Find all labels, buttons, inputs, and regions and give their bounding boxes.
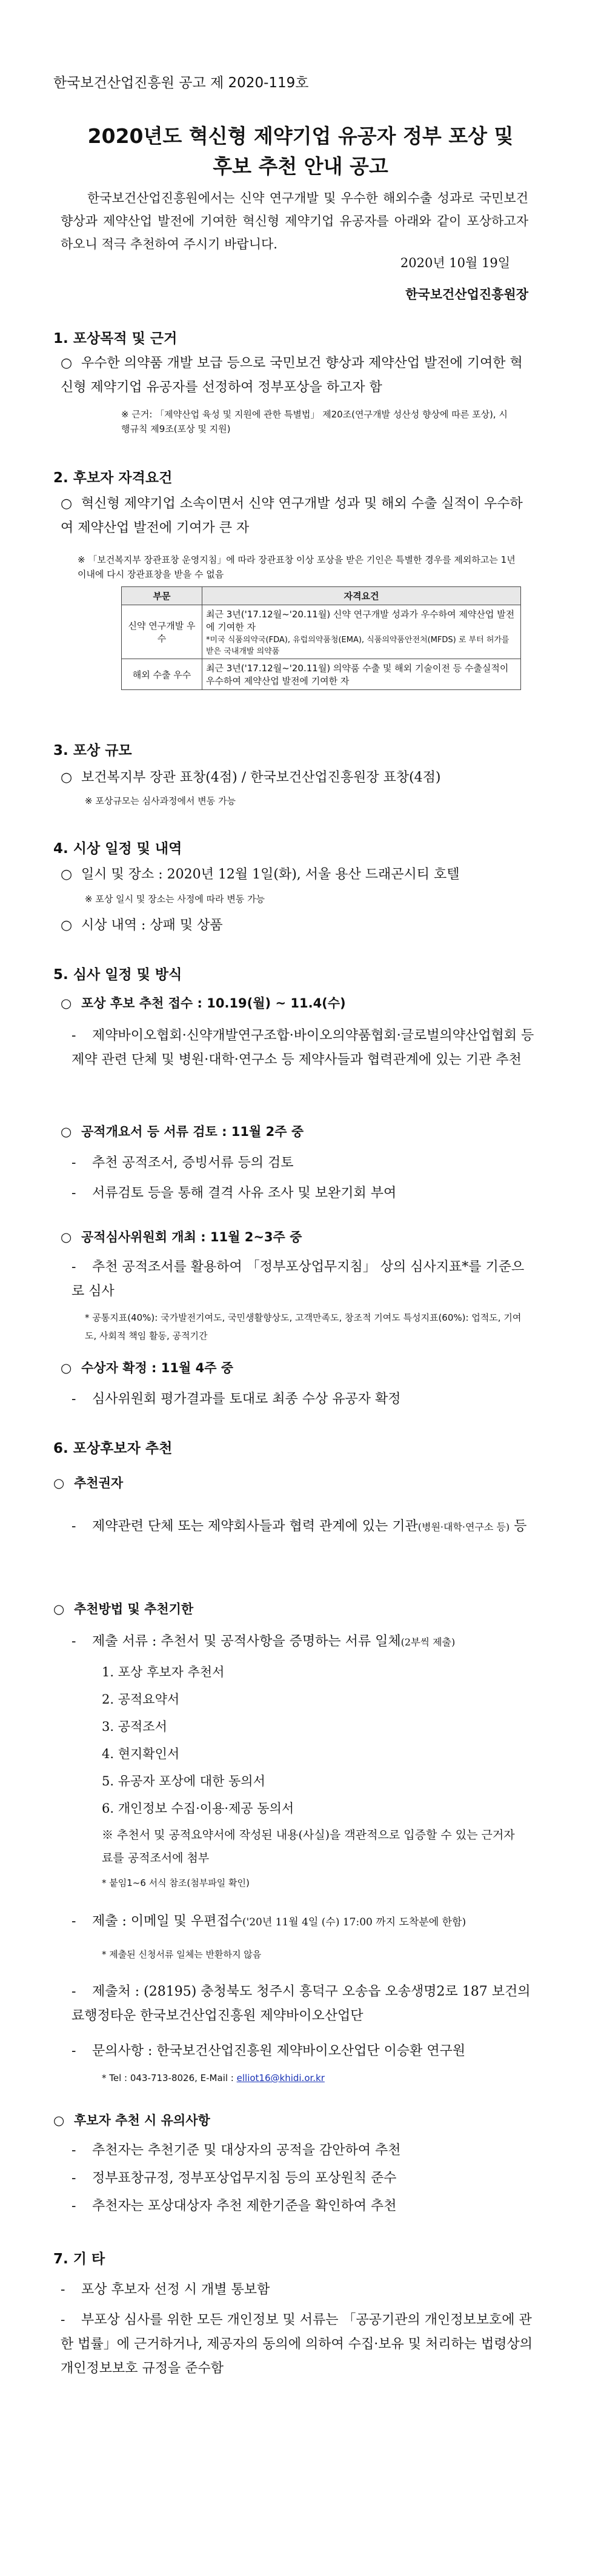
circle-bullet: ○ (61, 496, 73, 511)
dash-bullet: - (71, 1186, 76, 1201)
submit-address (71, 1980, 534, 2028)
docs-intro-text: 제출 서류 : 추천서 및 공적사항을 증명하는 서류 일체 (92, 1634, 401, 1649)
circle-bullet: ○ (61, 1230, 72, 1244)
section-6-c-item-3 (71, 2194, 397, 2219)
section-2-note: ※ 「보건복지부 장관표창 운영지침」에 따라 장관표창 이상 포상을 받은 기인은 특별한 경우를 제외하고는 1년 이내에 다시 장관표창을 받을 수 없음 (78, 554, 516, 580)
section-3-note: ※ 포상규모는 심사과정에서 변동 가능 (85, 795, 236, 806)
circle-bullet: ○ (53, 2113, 65, 2128)
section-6-heading: 6. 포상후보자 추천 (53, 1441, 173, 1456)
dash-bullet: - (71, 1028, 76, 1043)
section-6-a-body-small: (병원·대학·연구소 등) (417, 1521, 510, 1533)
table-cell-category: 신약 연구개발 우수 (122, 605, 202, 659)
dash-bullet: - (71, 1519, 76, 1534)
section-7-heading: 7. 기 타 (53, 2251, 105, 2267)
section-6-c-item-3-text: 추천자는 포상대상자 추천 제한기준을 확인하여 추천 (92, 2199, 397, 2214)
dash-bullet: - (71, 2143, 76, 2158)
contact-tel (102, 2071, 325, 2085)
section-6-c-item-1-text: 추천자는 추천기준 및 대상자의 공적을 감안하여 추천 (92, 2143, 401, 2158)
dash-bullet: - (71, 1984, 76, 1999)
dash-bullet: - (61, 2312, 65, 2328)
docs-note-2: * 붙임1~6 서식 참조(첨부파일 확인) (102, 1877, 250, 1888)
section-6-docs-intro (71, 1630, 455, 1655)
circle-bullet: ○ (53, 1476, 65, 1490)
circle-bullet: ○ (61, 1124, 72, 1139)
requirement-text: 최근 3년('17.12월~'20.11월) 신약 연구개발 성과가 우수하여 제약산업 발전에 기여한 자 (206, 609, 515, 632)
list-item: 5. 유공자 포상에 대한 동의서 (102, 1774, 265, 1788)
section-4-item-2 (61, 914, 223, 938)
section-6-b-title (53, 1599, 193, 1618)
notice-date: 2020년 10월 19일 (400, 256, 510, 270)
section-5-a-body (71, 1024, 534, 1072)
section-5-d-body-text: 심사위원회 평가결과를 토대로 최종 수상 유공자 확정 (92, 1392, 401, 1407)
section-3-body (61, 766, 441, 790)
section-5-a-title (61, 994, 346, 1012)
requirement-subtext: *미국 식품의약국(FDA), 유럽의약품청(EMA), 식품의약품안전처(MFDS) 로 부터 허가를 받은 국내개발 의약품 (206, 636, 510, 656)
dash-bullet: - (71, 1634, 76, 1649)
section-6-a-text: 추천권자 (74, 1476, 124, 1490)
section-6-a-body-text: 제약관련 단체 또는 제약회사들과 협력 관계에 있는 기관 (92, 1519, 418, 1534)
dash-bullet: - (71, 2171, 76, 2186)
list-item: 1. 포상 후보자 추천서 (102, 1665, 225, 1679)
section-6-c-text: 후보자 추천 시 유의사항 (74, 2113, 210, 2128)
list-item: 6. 개인정보 수집·이용·제공 동의서 (102, 1801, 294, 1816)
circle-bullet: ○ (61, 356, 73, 371)
submit-note: * 제출된 신청서류 일체는 반환하지 않음 (102, 1949, 262, 1960)
table-cell-requirement (202, 605, 521, 659)
table-header-category: 부문 (122, 587, 202, 605)
section-4-item-1 (61, 863, 460, 887)
submit-address-text: 제출처 : (28195) 충청북도 청주시 흥덕구 오송읍 오송생명2로 187 보건의료행정타운 한국보건산업진흥원 제약바이오산업단 (71, 1984, 531, 2023)
table-header-requirement: 자격요건 (202, 587, 521, 605)
section-5-b-item-2 (71, 1181, 396, 1206)
submit-text: 제출 : 이메일 및 우편접수 (92, 1914, 242, 1929)
section-5-c-note: * 공통지표(40%): 국가발전기여도, 국민생활향상도, 고객만족도, 창조적 기여도 특성지표(60%): 업적도, 기여도, 사회적 책임 활동, 공적기간 (85, 1312, 522, 1341)
section-5-d-body (71, 1387, 401, 1412)
table-cell-category: 해외 수출 우수 (122, 659, 202, 690)
section-4-text-2: 시상 내역 : 상패 및 상품 (81, 918, 223, 933)
intro-paragraph: 한국보건산업진흥원에서는 신약 연구개발 및 우수한 해외수출 성과로 국민보건 향상과 제약산업 발전에 기여한 혁신형 제약기업 유공자를 아래와 같이 포상하고자 하오니 적극 추천하여 주시기 바랍니다. (61, 191, 528, 251)
list-item: 3. 공적조서 (102, 1719, 167, 1734)
section-1-text: 우수한 의약품 개발 보급 등으로 국민보건 향상과 제약산업 발전에 기여한 혁신형 제약기업 유공자를 선정하여 정부포상을 하고자 함 (61, 356, 523, 395)
section-6-a-title (53, 1473, 123, 1492)
section-4-note: ※ 포상 일시 및 장소는 사정에 따라 변동 가능 (85, 894, 265, 905)
circle-bullet: ○ (61, 918, 73, 933)
table-cell-requirement: 최근 3년('17.12월~'20.11월) 의약품 수출 및 해외 기술이전 등 수출실적이 우수하여 제약산업 발전에 기여한 자 (202, 659, 521, 690)
table-row (122, 659, 521, 690)
section-2-body (61, 492, 534, 540)
tel-text: * Tel : 043-713-8026, E-Mail : (102, 2073, 237, 2083)
dash-bullet: - (71, 2043, 76, 2059)
section-1-body (61, 351, 534, 400)
required-docs-list (102, 1659, 294, 1822)
section-5-c-title (61, 1227, 302, 1246)
list-item: 2. 공적요약서 (102, 1692, 180, 1707)
title-line-2: 후보 추천 안내 공고 (213, 154, 388, 178)
title-line-1: 2020년도 혁신형 제약기업 유공자 정부 포상 및 (87, 124, 514, 148)
section-3-text: 보건복지부 장관 표창(4점) / 한국보건산업진흥원장 표창(4점) (81, 770, 441, 785)
submit-method (71, 1910, 466, 1934)
section-5-c-body (71, 1255, 534, 1304)
section-5-a-text: 포상 후보 추천 접수 : 10.19(월) ~ 11.4(수) (81, 996, 346, 1011)
circle-bullet: ○ (53, 1602, 65, 1616)
issuing-org: 한국보건산업진흥원장 (405, 287, 528, 302)
contact-info (71, 2039, 465, 2063)
section-5-heading: 5. 심사 일정 및 방식 (53, 967, 182, 983)
docs-intro-small: (2부씩 제출) (400, 1636, 456, 1648)
circle-bullet: ○ (61, 1361, 72, 1375)
dash-bullet: - (61, 2282, 65, 2297)
section-5-a-body-text: 제약바이오협회·신약개발연구조합·바이오의약품협회·글로벌의약산업협회 등 제약 관련 단체 및 병원·대학·연구소 등 제약사들과 협력관계에 있는 기관 추천 (71, 1028, 534, 1067)
contact-email-link[interactable]: elliot16@khidi.or.kr (236, 2073, 325, 2083)
section-3-heading: 3. 포상 규모 (53, 743, 132, 759)
section-5-d-title (61, 1358, 233, 1376)
dash-bullet: - (71, 1155, 76, 1170)
section-5-b-item-1 (71, 1151, 294, 1175)
table-row (122, 605, 521, 659)
section-5-c-text: 공적심사위원회 개최 : 11월 2~3주 중 (81, 1230, 302, 1244)
section-6-a-body (71, 1515, 534, 1539)
section-4-heading: 4. 시상 일정 및 내역 (53, 841, 182, 857)
circle-bullet: ○ (61, 867, 73, 882)
section-7-item-2-text: 부포상 심사를 위한 모든 개인정보 및 서류는 「공공기관의 개인정보보호에 관한 법률」에 근거하거나, 제공자의 동의에 의하여 수집·보유 및 처리하는 법령상의 개인정보보호 규정을 준수함 (61, 2312, 533, 2376)
section-7-item-1-text: 포상 후보자 선정 시 개별 통보함 (81, 2282, 270, 2297)
circle-bullet: ○ (61, 996, 72, 1011)
section-5-b-text: 공적개요서 등 서류 검토 : 11월 2주 중 (81, 1124, 304, 1139)
section-5-b-item-1-text: 추천 공적조서, 증빙서류 등의 검토 (92, 1155, 294, 1170)
section-4-text-1: 일시 및 장소 : 2020년 12월 1일(화), 서울 용산 드래곤시티 호텔 (81, 867, 460, 882)
circle-bullet: ○ (61, 770, 73, 785)
section-6-a-body-end: 등 (510, 1519, 527, 1534)
dash-bullet: - (71, 2199, 76, 2214)
section-6-c-item-2-text: 정부표창규정, 정부포상업무지침 등의 포상원칙 준수 (92, 2171, 397, 2186)
section-5-c-body-text: 추천 공적조서를 활용하여 「정부포상업무지침」 상의 심사지표*를 기준으로 심사 (71, 1260, 525, 1299)
dash-bullet: - (71, 1260, 76, 1275)
section-7-item-1 (61, 2278, 270, 2302)
section-2-text: 혁신형 제약기업 소속이면서 신약 연구개발 성과 및 해외 수출 실적이 우수하여 제약산업 발전에 기여가 큰 자 (61, 496, 523, 536)
section-7-item-2 (61, 2308, 534, 2381)
section-5-b-title (61, 1122, 304, 1140)
section-6-b-text: 추천방법 및 추천기한 (74, 1602, 194, 1616)
contact-text: 문의사항 : 한국보건산업진흥원 제약바이오산업단 이승환 연구원 (92, 2043, 466, 2059)
requirements-table (121, 586, 521, 690)
section-6-c-item-1 (71, 2139, 401, 2163)
section-6-c-title (53, 2111, 210, 2129)
list-item: 4. 현지확인서 (102, 1747, 180, 1761)
dash-bullet: - (71, 1392, 76, 1407)
notice-number: 한국보건산업진흥원 공고 제 2020-119호 (53, 75, 309, 91)
section-1-heading: 1. 포상목적 및 근거 (53, 331, 178, 347)
section-5-b-item-2-text: 서류검토 등을 통해 결격 사유 조사 및 보완기회 부여 (92, 1186, 397, 1201)
notice-title (0, 121, 601, 182)
section-2-heading: 2. 후보자 자격요건 (53, 470, 173, 486)
section-1-note: ※ 근거: 「제약산업 육성 및 지원에 관한 특별법」 제20조(연구개발 성산성 향상에 따른 포상), 시행규칙 제9조(포상 및 지원) (121, 409, 508, 434)
submit-deadline: ('20년 11월 4일 (수) 17:00 까지 도착분에 한함) (242, 1916, 467, 1928)
section-5-d-text: 수상자 확정 : 11월 4주 중 (81, 1361, 234, 1375)
dash-bullet: - (71, 1914, 76, 1929)
section-6-c-item-2 (71, 2166, 397, 2191)
docs-note-1: ※ 추천서 및 공적요약서에 작성된 내용(사실)을 객관적으로 입증할 수 있는 근거자료를 공적조서에 첨부 (102, 1828, 515, 1865)
